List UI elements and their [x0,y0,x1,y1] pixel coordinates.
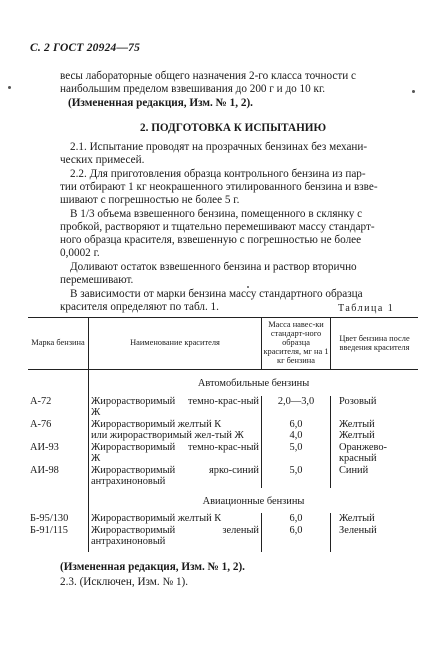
section-automotive: Автомобильные бензины [89,370,419,396]
page-header: С. 2 ГОСТ 20924—75 [30,42,141,54]
table-header-row [28,318,418,370]
table-section-row [28,488,418,514]
clause-2-3: 2.3. (Исключен, Изм. № 1). [60,576,189,588]
dye-cell: Жирорастворимый желтый К [89,513,262,525]
color-cell: Желтый [331,419,419,431]
dye-cell: Жирорастворимый ярко-синий антрахиноновый [89,465,262,488]
dye-cell: или жирорастворимый жел-тый Ж [89,430,262,442]
dye-cell: Жирорастворимый темно-крас-ный Ж [89,442,262,465]
table-caption: Таблица 1 [338,303,395,314]
table-row [28,396,418,419]
text-line: 0,0002 г. [60,247,100,259]
text-line: В 1/3 объема взвешенного бензина, помещенного в склянку с [70,208,363,220]
text-line: Доливают остаток взвешенного бензина и раствор вторично [70,261,357,273]
dye-cell: Жирорастворимый желтый К [89,419,262,431]
mass-cell: 4,0 [262,430,331,442]
dye-cell: Жирорастворимый зеленый антрахиноновый [89,525,262,552]
section-title: 2. ПОДГОТОВКА К ИСПЫТАНИЮ [140,122,327,134]
text-line: наибольшим пределом взвешивания до 200 г и до 10 кг. [60,83,326,95]
color-cell: Зеленый [331,525,419,552]
table-row [28,419,418,431]
text-line: 2.2. Для приготовления образца контрольного бензина из пар- [70,168,366,180]
grade-cell: АИ-93 [30,441,59,453]
grade-cell: Б-91/115 [30,524,68,536]
grade-cell: А-76 [30,418,52,430]
grade-cell: Б-95/130 [30,513,69,524]
color-cell: Оранжево-красный [331,442,419,465]
mass-cell: 2,0—3,0 [262,396,331,419]
header-mass: Масса навес-ки стандарт-ного образца красителя, мг на 1 кг бензина [262,318,331,370]
mass-cell: 6,0 [262,513,331,525]
amendment-note: (Измененная редакция, Изм. № 1, 2). [68,97,253,109]
scan-speck [247,286,249,288]
table-section-row [28,370,418,396]
text-line: тии отбирают 1 кг неокрашенного этилированного бензина и взве- [60,181,378,193]
scan-speck [8,86,11,89]
mass-cell: 6,0 [262,525,331,552]
text-line: шивают с погрешностью не более 5 г. [60,194,240,206]
text-line: В зависимости от марки бензина массу стандартного образца [70,288,363,300]
header-color: Цвет бензина после введения красителя [331,318,419,370]
grade-cell: АИ-98 [30,464,59,476]
table-row [28,430,418,442]
text-line: весы лабораторные общего назначения 2-го класса точности с [60,70,356,82]
section-aviation: Авиационные бензины [89,488,419,514]
dye-cell: Жирорастворимый темно-крас-ный Ж [89,396,262,419]
table-row [28,513,418,525]
text-line: пробкой, растворяют и тщательно перемешивают массу стандарт- [60,221,375,233]
mass-cell: 6,0 [262,419,331,431]
grade-cell: А-72 [30,395,52,407]
table-row [28,442,418,465]
text-line: красителя определяют по табл. 1. [60,301,219,313]
table-row [28,465,418,488]
table-row [28,525,418,552]
scan-speck [412,90,415,93]
text-line: ческих примесей. [60,154,145,166]
color-cell: Желтый [331,513,419,525]
header-dye: Наименование красителя [89,318,262,370]
mass-cell: 5,0 [262,465,331,488]
header-grade: Марка бензина [31,338,85,347]
text-line: ного образца красителя, взвешенную с погрешностью не более [60,234,362,246]
color-cell: Синий [331,465,419,488]
color-cell: Желтый [331,430,419,442]
amendment-note: (Измененная редакция, Изм. № 1, 2). [60,561,245,573]
dye-table [28,317,418,552]
color-cell: Розовый [331,396,419,419]
text-line: 2.1. Испытание проводят на прозрачных бензинах без механи- [70,141,368,153]
mass-cell: 5,0 [262,442,331,465]
text-line: перемешивают. [60,274,134,286]
